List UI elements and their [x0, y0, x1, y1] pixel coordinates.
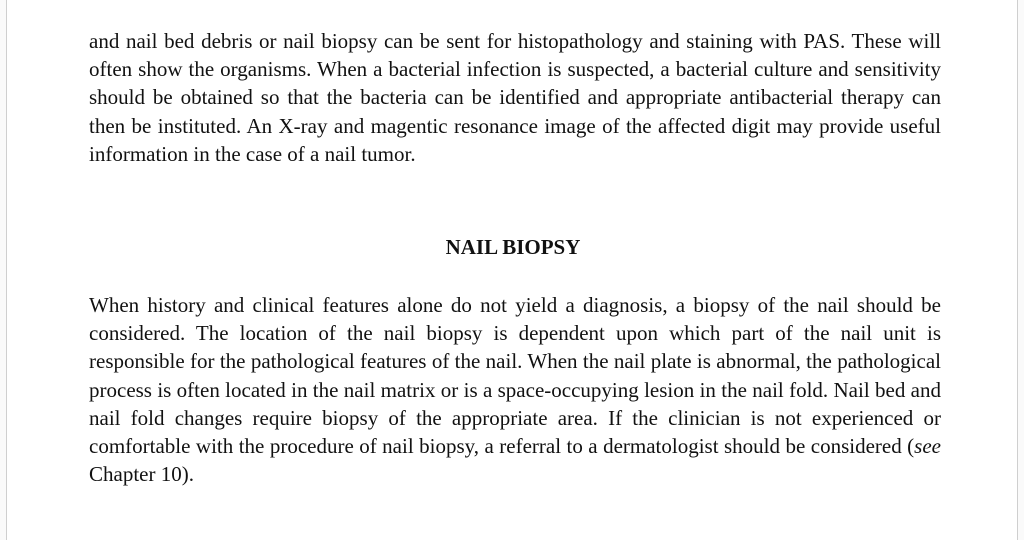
document-page [6, 0, 1018, 540]
section-heading-nail-biopsy: NAIL BIOPSY [445, 235, 581, 259]
see-reference-italic: see [914, 434, 941, 459]
paragraph-nail-biopsy [89, 291, 941, 488]
paragraph-nail-biopsy-body: When history and clinical features alone do not yield a diagnosis, a biopsy of the nail should be considered. The location of the nail biopsy is dependent upon which part of the nail unit is responsible for the pathological features of the nail. When the nail plate is abnormal, the pathological process is often located in the nail matrix or is a space-occupying lesion in the nail fold. Nail bed and nail fold changes require biopsy of the appropriate area. If the clinician is not experienced or comfortable with the procedure of nail biopsy, a referral to a dermatologist should be considered ( [89, 293, 941, 459]
chapter-reference: Chapter 10). [89, 462, 194, 487]
paragraph-diagnostic-tests: and nail bed debris or nail biopsy can be sent for histopathology and staining with PAS. These will often show the organisms. When a bacterial infection is suspected, a bacterial culture and sensitivity should be obtained so that the bacteria can be identified and appropriate antibacterial therapy can then be instituted. An X-ray and magentic resonance image of the affected digit may provide useful information in the case of a nail tumor. [89, 29, 941, 166]
